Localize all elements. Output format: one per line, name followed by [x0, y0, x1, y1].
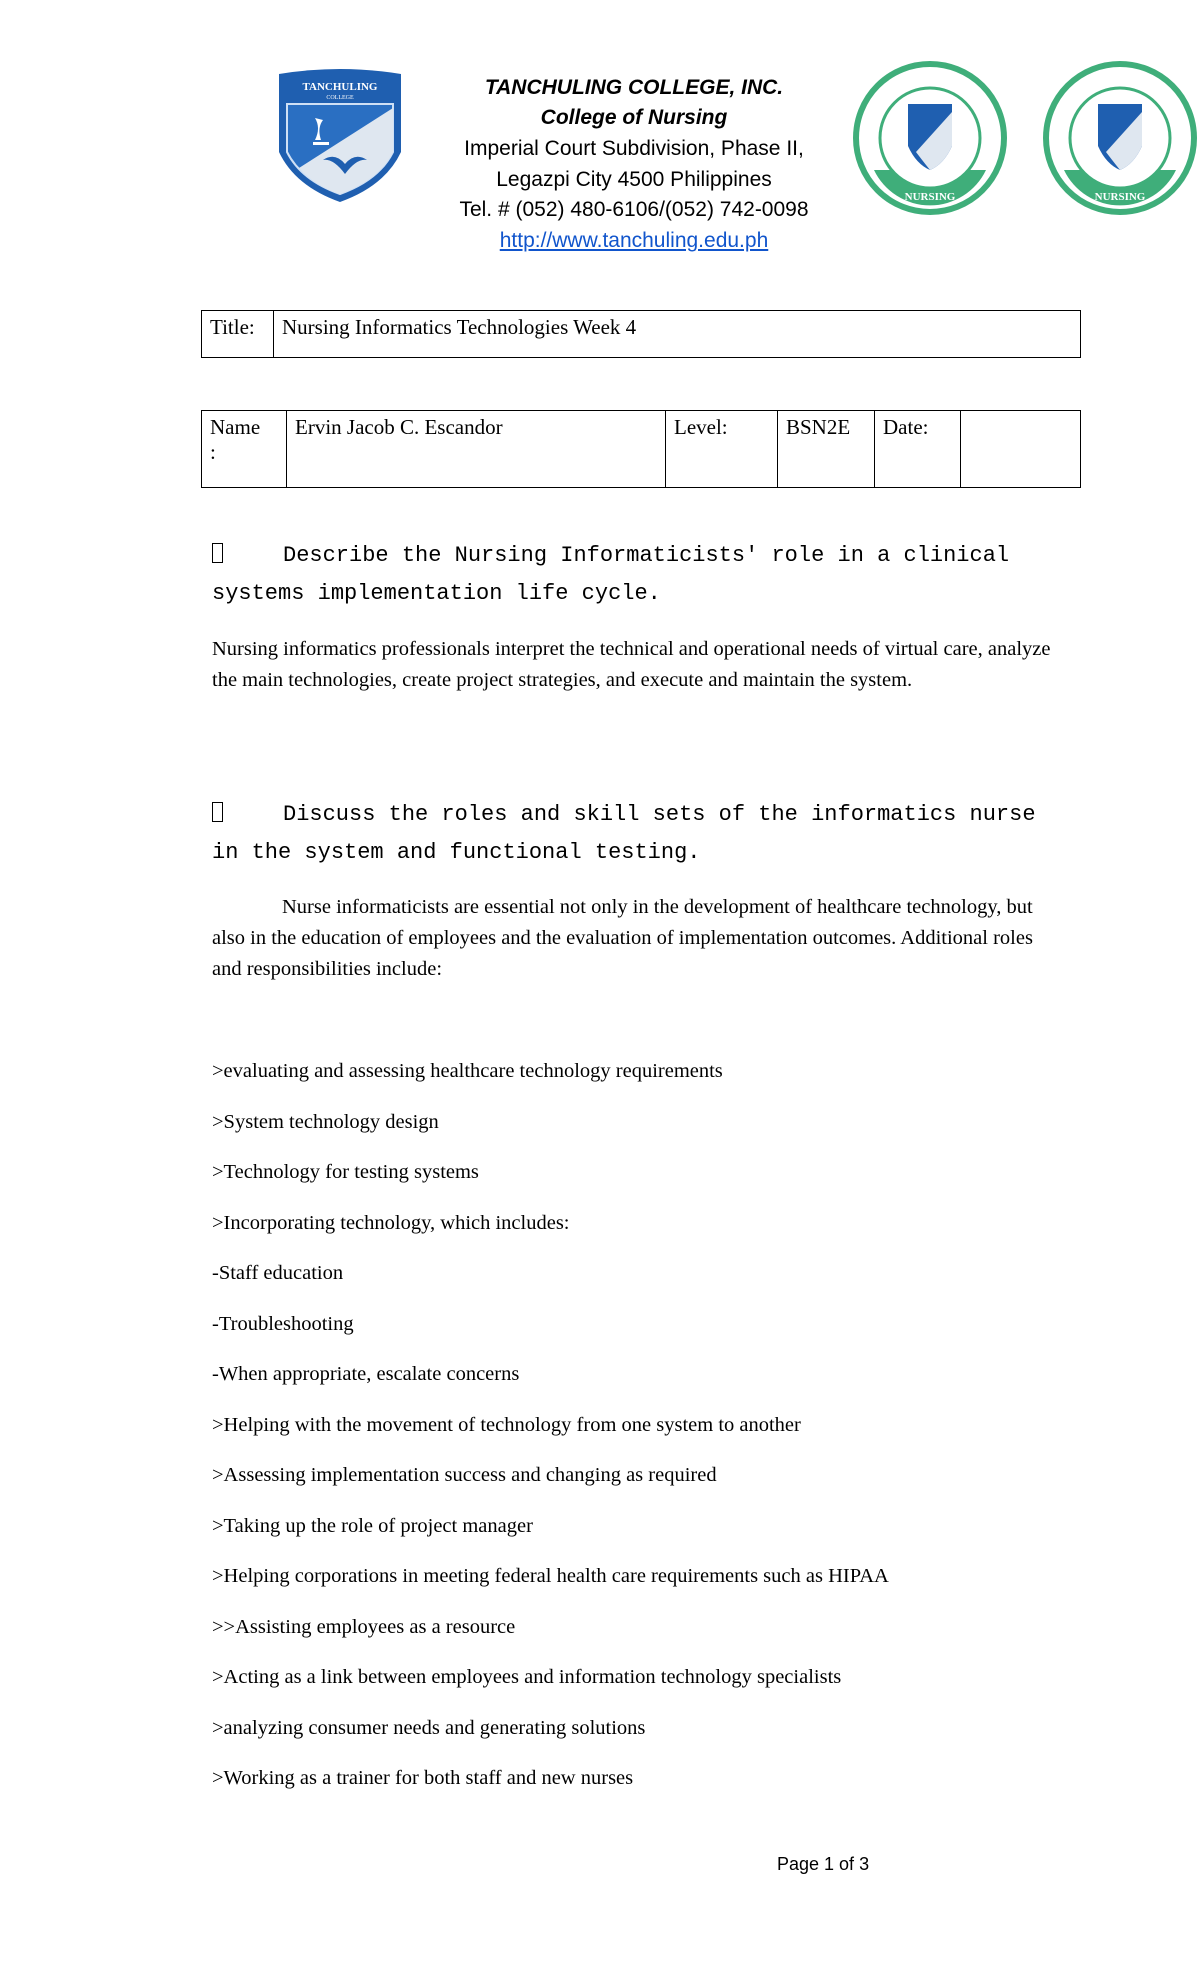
question-2-line-2: in the system and functional testing. — [212, 840, 701, 865]
list-item: >Acting as a link between employees and information technology specialists — [212, 1666, 842, 1688]
level-label: Level: — [666, 411, 778, 488]
department-name: College of Nursing — [540, 106, 728, 129]
question-1-line-2: systems implementation life cycle. — [212, 581, 661, 606]
svg-text:COLLEGE: COLLEGE — [326, 95, 354, 101]
nursing-seal-logo-2 — [1042, 60, 1198, 216]
list-item: >Working as a trainer for both staff and new nurses — [212, 1767, 634, 1789]
question-2 — [212, 796, 1072, 872]
list-item: >Helping with the movement of technology from one system to another — [212, 1413, 801, 1436]
svg-text:NURSING: NURSING — [904, 191, 956, 203]
list-item: -Staff education — [212, 1262, 344, 1284]
bullet-icon — [212, 802, 223, 822]
answer-1: Nursing informatics professionals interpret the technical and operational needs of virtual care, analyze the main technologies, create project strategies, and execute and maintain the system. — [212, 638, 1051, 691]
list-item: >Taking up the role of project manager — [212, 1514, 533, 1537]
level-value: BSN2E — [778, 411, 875, 488]
telephone: Tel. # (052) 480-6106/(052) 742-0098 — [459, 198, 809, 221]
list-item: >>Assisting employees as a resource — [212, 1615, 516, 1638]
list-item: -When appropriate, escalate concerns — [212, 1363, 520, 1385]
name-value: Ervin Jacob C. Escandor — [287, 411, 666, 488]
name-label: Name — [210, 415, 261, 439]
question-1-line-1: Describe the Nursing Informaticists' role in a clinical — [283, 543, 1010, 568]
name-colon: : — [210, 440, 216, 464]
list-item: >Incorporating technology, which includes: — [212, 1211, 570, 1234]
title-label: Title: — [202, 311, 274, 358]
name-label-cell — [202, 411, 287, 488]
date-label: Date: — [875, 411, 961, 488]
address-line-2: Legazpi City 4500 Philippines — [496, 168, 772, 191]
bullet-icon — [212, 543, 223, 563]
title-value: Nursing Informatics Technologies Week 4 — [274, 311, 1081, 358]
nursing-seal-logo — [852, 60, 1008, 216]
student-info-table — [201, 410, 1081, 488]
list-item: >analyzing consumer needs and generating solutions — [212, 1716, 646, 1739]
date-value — [961, 411, 1081, 488]
list-item: >System technology design — [212, 1110, 439, 1133]
list-item: >Helping corporations in meeting federal health care requirements such as HIPAA — [212, 1565, 889, 1587]
question-2-line-1: Discuss the roles and skill sets of the informatics nurse — [283, 802, 1036, 827]
svg-text:TANCHULING: TANCHULING — [302, 81, 378, 93]
page-number: Page 1 of 3 — [777, 1854, 870, 1874]
list-item: >Assessing implementation success and changing as required — [212, 1464, 717, 1486]
college-name: TANCHULING COLLEGE, INC. — [484, 76, 784, 99]
website-link[interactable]: http://www.tanchuling.edu.ph — [499, 229, 769, 252]
svg-text:NURSING: NURSING — [1094, 191, 1146, 203]
title-table — [201, 310, 1081, 358]
list-item: >Technology for testing systems — [212, 1161, 479, 1183]
question-1 — [212, 537, 1072, 613]
list-item: >evaluating and assessing healthcare technology requirements — [212, 1060, 723, 1082]
list-item: -Troubleshooting — [212, 1312, 354, 1335]
address-line-1: Imperial Court Subdivision, Phase II, — [464, 137, 804, 160]
answer-2: Nurse informaticists are essential not only in the development of healthcare technology, but also in the education of employees and the evaluation of implementation outcomes. Additional roles and responsibilities include: — [212, 896, 1033, 980]
college-shield-logo — [275, 68, 405, 204]
